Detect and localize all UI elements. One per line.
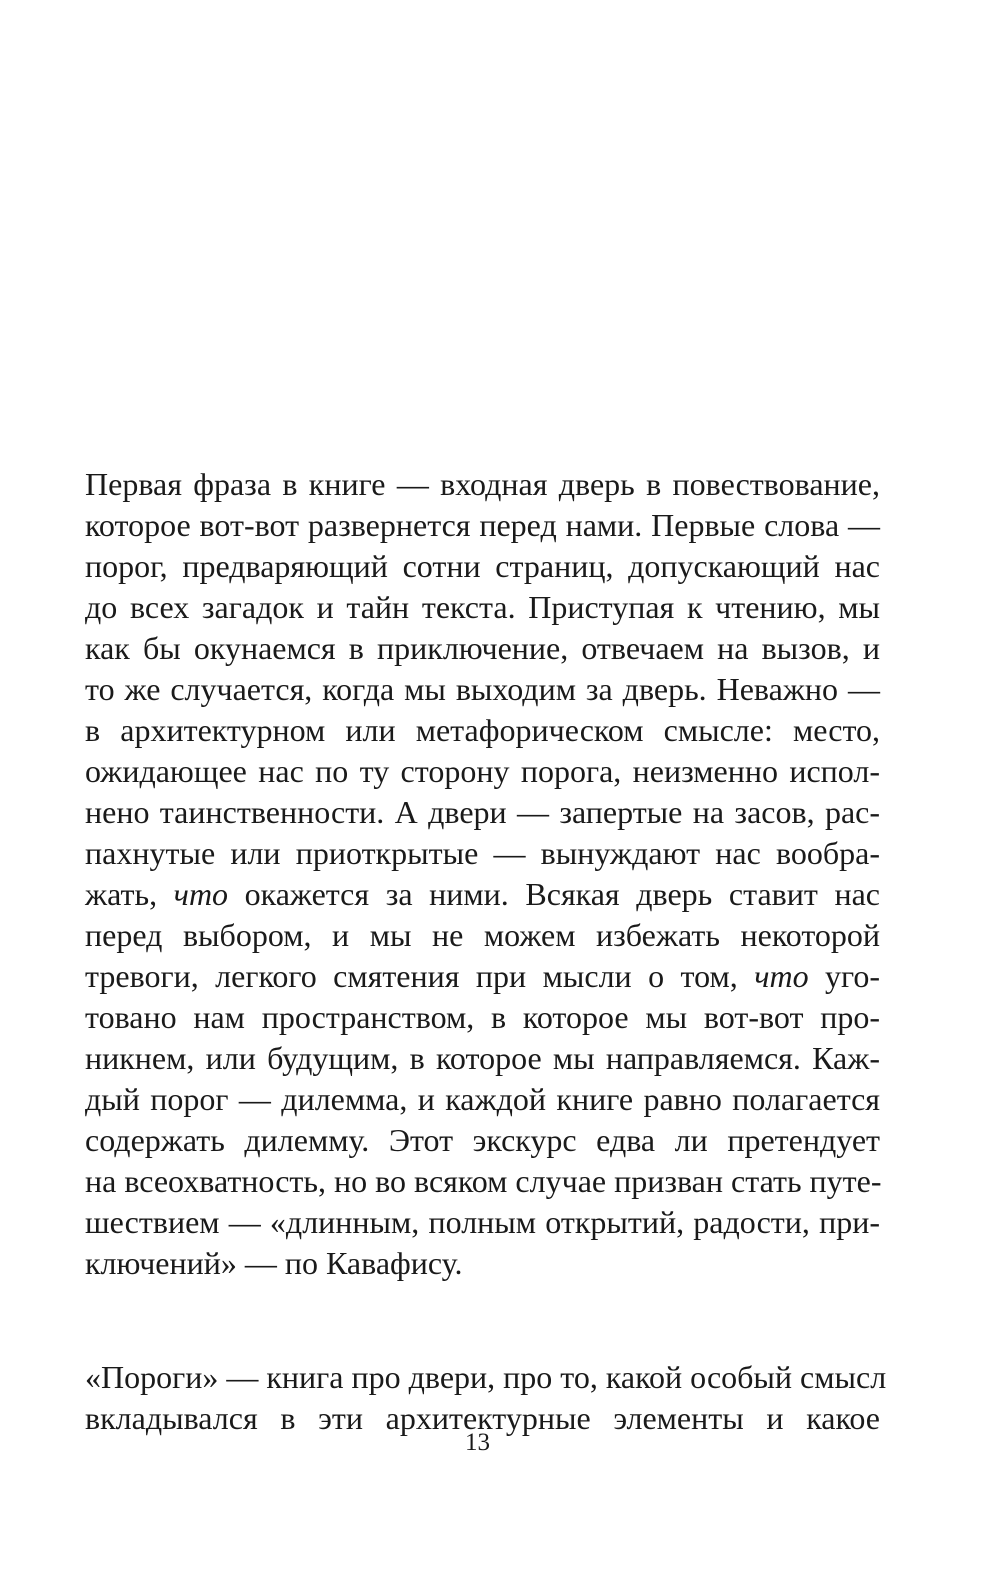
text-line: Первая фраза в книге — входная дверь в повествование, — [85, 466, 880, 502]
text-line: ключений» — по Кавафису. — [85, 1245, 463, 1281]
text-line: товано нам пространством, в которое мы вот-вот про- — [85, 999, 880, 1035]
text-line: пахнутые или приоткрытые — вынуждают нас вообра- — [85, 835, 880, 871]
text-line: ожидающее нас по ту сторону порога, неизменно испол- — [85, 753, 880, 789]
text-line: содержать дилемму. Этот экскурс едва ли претендует — [85, 1122, 880, 1158]
text-line: дый порог — дилемма, и каждой книге равно полагается — [85, 1081, 880, 1117]
text-line: как бы окунаемся в приключение, отвечаем на вызов, и — [85, 630, 880, 666]
text-segment: жать, — [85, 876, 174, 912]
text-line: порог, предваряющий сотни страниц, допускающий нас — [85, 548, 880, 584]
text-line: никнем, или будущим, в которое мы направляемся. Каж- — [85, 1040, 880, 1076]
paragraph-thresholds — [85, 1357, 887, 1439]
text-line: «Пороги» — книга про двери, про то, какой особый смысл — [85, 1359, 887, 1395]
text-segment: тревоги, легкого смятения при мысли о том, — [85, 958, 755, 994]
italic-emphasis: что — [754, 958, 809, 994]
text-line — [85, 956, 880, 997]
text-line: нено таинственности. А двери — запертые на засов, рас- — [85, 794, 880, 830]
text-line: в архитектурном или метафорическом смысле: место, — [85, 712, 880, 748]
text-line: перед выбором, и мы не можем избежать некоторой — [85, 917, 880, 953]
page-number: 13 — [465, 1429, 490, 1456]
text-line: то же случается, когда мы выходим за дверь. Неважно — — [85, 671, 880, 707]
text-line: на всеохватность, но во всяком случае призван стать путе- — [85, 1163, 882, 1199]
text-segment: окажется за ними. Всякая дверь ставит нас — [228, 876, 881, 912]
text-line: до всех загадок и тайн текста. Приступая к чтению, мы — [85, 589, 880, 625]
text-line — [85, 874, 880, 915]
text-segment: уго- — [808, 958, 881, 994]
italic-emphasis: что — [173, 876, 229, 912]
text-line: шествием — «длинным, полным открытий, радости, при- — [85, 1204, 880, 1240]
paragraph-intro — [85, 464, 880, 1284]
text-line: вкладывался в эти архитектурные элементы и какое — [85, 1400, 880, 1436]
text-line: которое вот-вот развернется перед нами. Первые слова — — [85, 507, 880, 543]
